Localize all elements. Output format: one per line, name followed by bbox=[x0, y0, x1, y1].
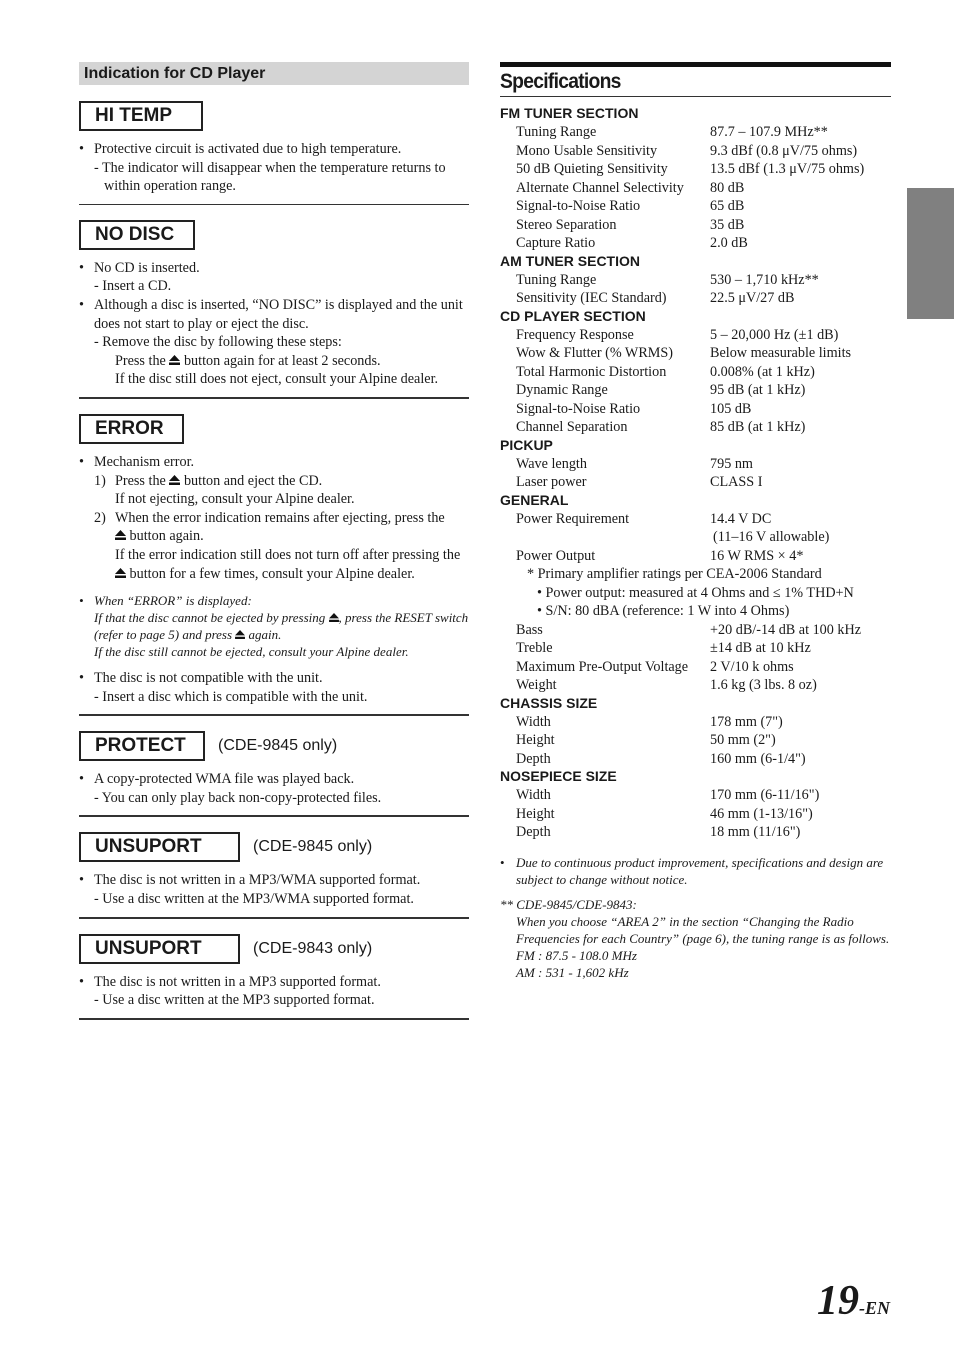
spec-value: 16 W RMS × 4* bbox=[710, 547, 804, 564]
spec-row bbox=[500, 676, 891, 695]
error-note-heading: When “ERROR” is displayed: bbox=[94, 593, 252, 609]
fm-tuner-section bbox=[500, 105, 891, 253]
specifications-title: Specifications bbox=[500, 67, 860, 97]
unsuport-remedy: Use a disc written at the MP3 supported format. bbox=[102, 992, 375, 1009]
spec-value: 160 mm (6-1/4") bbox=[710, 750, 806, 767]
nodisc-label: NO DISC bbox=[79, 220, 195, 250]
spec-row bbox=[500, 750, 891, 769]
area-note-body bbox=[500, 913, 891, 981]
spec-value: 530 – 1,710 kHz** bbox=[710, 271, 819, 288]
spec-row bbox=[500, 271, 891, 290]
spec-row bbox=[500, 400, 891, 419]
area-am-range: AM : 531 - 1,602 kHz bbox=[516, 964, 629, 980]
area-note-heading: ** CDE-9845/CDE-9843: bbox=[500, 896, 637, 912]
spec-row bbox=[500, 805, 891, 824]
spec-notes: • Due to continuous product improvement, specifications and design are subject to change without notice. ** CDE-9845/CDE-9843: When you choose “AREA 2” in the section “Changing the Radio Frequencies for each Country” (page 6), the tuning range is as follows. FM : 87.5 - 108.0 MHz AM : 531 - 1,602 kHz bbox=[500, 854, 890, 980]
spec-row bbox=[500, 528, 891, 547]
indications-column bbox=[79, 62, 469, 1035]
general-section bbox=[500, 492, 891, 695]
spec-value: 18 mm (11/16") bbox=[710, 824, 801, 840]
step-number: 2) bbox=[94, 509, 106, 526]
spec-value: 2.0 dB bbox=[710, 235, 748, 251]
nodisc-cause-2: Although a disc is inserted, “NO DISC” is displayed and the unit does not start to play or eject the disc. bbox=[94, 296, 463, 332]
spec-label: Tuning Range bbox=[516, 124, 597, 140]
spec-value: Below measurable limits bbox=[710, 345, 852, 361]
spec-label: Capture Ratio bbox=[516, 235, 596, 251]
spec-value: ±14 dB at 10 kHz bbox=[710, 640, 811, 656]
section-title: GENERAL bbox=[500, 491, 569, 508]
spec-label: Wave length bbox=[516, 455, 587, 472]
page-number-value: 19 bbox=[817, 1278, 859, 1324]
language-tab bbox=[907, 188, 954, 319]
spec-row bbox=[500, 510, 891, 529]
error-cause-2: The disc is not compatible with the unit. bbox=[94, 670, 323, 687]
spec-label: Bass bbox=[516, 621, 543, 638]
am-tuner-section bbox=[500, 253, 891, 308]
spec-label: Tuning Range bbox=[516, 271, 597, 288]
nodisc-cause-1: No CD is inserted. bbox=[94, 259, 200, 276]
error-label: ERROR bbox=[79, 414, 184, 444]
nodisc-section: NO DISC • No CD is inserted. - Insert a CD. • Although a disc is inserted, “NO DISC” is displayed and the unit does not start to play or eject the disc. - Remove the disc by following these steps: Press the button again for at least 2 seconds. If the disc still does not eject, consult your Alpine dealer. bbox=[79, 220, 469, 399]
spec-label: Width bbox=[516, 787, 551, 803]
spec-label: Stereo Separation bbox=[516, 216, 617, 233]
footnote: * Primary amplifier ratings per CEA-2006 Standard bbox=[527, 566, 822, 582]
step-text: If not ejecting, consult your Alpine dealer. bbox=[115, 491, 355, 508]
unsuport-cause: The disc is not written in a MP3 supported format. bbox=[94, 973, 381, 990]
step-text: button again for at least 2 seconds. bbox=[183, 352, 381, 369]
nodisc-remedy-1: Insert a CD. bbox=[102, 278, 172, 295]
spec-row bbox=[500, 473, 891, 492]
spec-value: 80 dB bbox=[710, 179, 745, 196]
spec-label: Treble bbox=[516, 640, 553, 656]
spec-row bbox=[500, 381, 891, 400]
spec-row bbox=[500, 142, 891, 161]
protect-label: PROTECT bbox=[79, 731, 205, 761]
spec-value: CLASS I bbox=[710, 474, 763, 490]
spec-row bbox=[500, 234, 891, 253]
nosepiece-size-section bbox=[500, 768, 891, 842]
spec-label: Depth bbox=[516, 824, 551, 840]
spec-label: Height bbox=[516, 805, 555, 822]
spec-value: 1.6 kg (3 lbs. 8 oz) bbox=[710, 677, 817, 693]
improvement-note: Due to continuous product improvement, specifications and design are subject to change without notice. bbox=[516, 854, 884, 887]
spec-label: 50 dB Quieting Sensitivity bbox=[516, 161, 668, 177]
spec-row bbox=[500, 160, 891, 179]
cd-player-section bbox=[500, 308, 891, 437]
error-cause: Mechanism error. bbox=[94, 453, 195, 470]
spec-row bbox=[500, 731, 891, 750]
spec-label: Power Output bbox=[516, 547, 596, 564]
unsuport-label: UNSUPORT bbox=[79, 832, 240, 862]
spec-value: 178 mm (7") bbox=[710, 713, 783, 730]
section-title: PICKUP bbox=[500, 436, 553, 453]
protect-section: PROTECT (CDE-9845 only) • A copy-protected WMA file was played back. - You can only play back non-copy-protected files. bbox=[79, 731, 469, 817]
spec-value: 87.7 – 107.9 MHz** bbox=[710, 124, 828, 140]
spec-value: 0.008% (at 1 kHz) bbox=[710, 363, 815, 380]
note-text: If that the disc cannot be ejected by pressing bbox=[94, 610, 326, 626]
section-title: NOSEPIECE SIZE bbox=[500, 768, 617, 784]
spec-value: 5 – 20,000 Hz (±1 dB) bbox=[710, 326, 839, 343]
spec-value: (11–16 V allowable) bbox=[713, 529, 830, 545]
hitemp-cause: Protective circuit is activated due to high temperature. bbox=[94, 141, 402, 157]
spec-label: Alternate Channel Selectivity bbox=[516, 179, 684, 196]
spec-label: Depth bbox=[516, 750, 551, 767]
spec-row bbox=[500, 786, 891, 805]
spec-value: 14.4 V DC bbox=[710, 510, 772, 527]
spec-label: Mono Usable Sensitivity bbox=[516, 142, 658, 159]
eject-icon bbox=[169, 355, 180, 365]
spec-label: Signal-to-Noise Ratio bbox=[516, 400, 641, 417]
step-text: If the error indication still does not turn off after pressing the bbox=[115, 546, 461, 563]
eject-icon bbox=[115, 568, 126, 578]
specifications-column bbox=[500, 62, 891, 981]
hitemp-remedy: The indicator will disappear when the temperature returns to within operation range. bbox=[102, 159, 446, 195]
spec-row bbox=[500, 455, 891, 474]
spec-row bbox=[500, 216, 891, 235]
spec-row bbox=[500, 621, 891, 640]
spec-row bbox=[500, 363, 891, 382]
spec-value: 9.3 dBf (0.8 μV/75 ohms) bbox=[710, 142, 858, 159]
spec-label: Wow & Flutter (% WRMS) bbox=[516, 345, 674, 361]
spec-value: 2 V/10 k ohms bbox=[710, 658, 794, 675]
spec-value: 795 nm bbox=[710, 455, 753, 472]
step-text: button for a few times, consult your Alpine dealer. bbox=[129, 565, 415, 582]
note-text: again. bbox=[248, 627, 282, 643]
step-text: If the disc still does not eject, consult your Alpine dealer. bbox=[115, 371, 439, 388]
footnote: • Power output: measured at 4 Ohms and ≤ 1% THD+N bbox=[537, 584, 854, 601]
unsuport-cause: The disc is not written in a MP3/WMA supported format. bbox=[94, 872, 421, 889]
spec-value: 22.5 μV/27 dB bbox=[710, 290, 795, 306]
spec-value: +20 dB/-14 dB at 100 kHz bbox=[710, 621, 862, 638]
spec-row bbox=[500, 658, 891, 677]
footnote: • S/N: 80 dBA (reference: 1 W into 4 Ohms) bbox=[537, 603, 790, 619]
spec-value: 170 mm (6-11/16") bbox=[710, 787, 820, 803]
spec-value: 85 dB (at 1 kHz) bbox=[710, 419, 806, 435]
eject-icon bbox=[235, 630, 245, 639]
note-text: , press the RESET switch (refer to page 5) and press bbox=[94, 610, 469, 643]
page-language-suffix: -EN bbox=[859, 1298, 890, 1318]
spec-row bbox=[500, 418, 891, 437]
spec-label: Frequency Response bbox=[516, 326, 634, 343]
pickup-section bbox=[500, 437, 891, 492]
step-text: Press the bbox=[115, 472, 166, 489]
hitemp-section: HI TEMP • Protective circuit is activated due to high temperature. - The indicator will disappear when the temperature returns to within operation range. bbox=[79, 101, 469, 205]
section-title: CHASSIS SIZE bbox=[500, 694, 598, 711]
spec-label: Channel Separation bbox=[516, 419, 628, 435]
step-text: button again. bbox=[129, 528, 204, 545]
spec-label: Weight bbox=[516, 677, 557, 693]
spec-row bbox=[500, 289, 891, 308]
spec-label: Total Harmonic Distortion bbox=[516, 363, 667, 380]
spec-row bbox=[500, 179, 891, 198]
spec-label: Laser power bbox=[516, 474, 587, 490]
spec-row bbox=[500, 713, 891, 732]
spec-value: 105 dB bbox=[710, 400, 752, 417]
error-remedy-2: Insert a disc which is compatible with the unit. bbox=[102, 688, 368, 705]
section-title: CD PLAYER SECTION bbox=[500, 307, 646, 324]
area-note-text: When you choose “AREA 2” in the section “Changing the Radio Frequencies for each Country” (page 6), the tuning range is as follows. bbox=[516, 913, 890, 946]
spec-row bbox=[500, 823, 891, 842]
unsuport-label: UNSUPORT bbox=[79, 934, 240, 964]
protect-model-note: (CDE-9845 only) bbox=[218, 737, 338, 755]
section-heading: Indication for CD Player bbox=[79, 62, 469, 85]
eject-icon bbox=[169, 475, 180, 485]
unsuport-model-note: (CDE-9843 only) bbox=[253, 939, 373, 957]
nodisc-remedy-2: Remove the disc by following these steps: bbox=[102, 334, 342, 351]
spec-value: 65 dB bbox=[710, 198, 745, 214]
spec-row bbox=[500, 123, 891, 142]
spec-label: Maximum Pre-Output Voltage bbox=[516, 658, 689, 675]
eject-icon bbox=[329, 613, 339, 622]
spec-row bbox=[500, 639, 891, 658]
spec-row bbox=[500, 344, 891, 363]
spec-row bbox=[500, 547, 891, 566]
spec-label: Signal-to-Noise Ratio bbox=[516, 198, 641, 214]
spec-value: 13.5 dBf (1.3 μV/75 ohms) bbox=[710, 161, 865, 177]
eject-icon bbox=[115, 530, 126, 540]
spec-label: Power Requirement bbox=[516, 510, 630, 527]
spec-value: 95 dB (at 1 kHz) bbox=[710, 382, 806, 398]
error-section: ERROR • Mechanism error. 1) Press the button and eject the CD. If not ejecting, consult your Alpine dealer. 2) When the error indication remains after ejecting, press the button again. If the error indication still does not turn off after pressing the button for a few times, consult your Alpine dealer. • When “ERROR” is displayed: If that the disc cannot be ejected by pressing , press the RESET switch (refer to page 5) and press again. If the disc still cannot be ejected, consult your Alpine dealer. • The disc is not compatible with the unit. - Insert a disc which is compatible with the unit. bbox=[79, 414, 469, 716]
note-text: If the disc still cannot be ejected, consult your Alpine dealer. bbox=[94, 644, 409, 660]
spec-value: 35 dB bbox=[710, 216, 745, 233]
spec-label: Height bbox=[516, 732, 555, 748]
section-title: FM TUNER SECTION bbox=[500, 105, 639, 121]
spec-label: Sensitivity (IEC Standard) bbox=[516, 290, 667, 306]
section-title: AM TUNER SECTION bbox=[500, 252, 640, 269]
protect-cause: A copy-protected WMA file was played back. bbox=[94, 771, 355, 788]
unsuport-model-note: (CDE-9845 only) bbox=[253, 838, 373, 856]
spec-value: 50 mm (2") bbox=[710, 732, 776, 748]
spec-value: 46 mm (1-13/16") bbox=[710, 805, 813, 822]
step-text: When the error indication remains after ejecting, press the bbox=[115, 509, 445, 526]
protect-remedy: - You can only play back non-copy-protected files. bbox=[94, 789, 382, 806]
unsuport-9843-section: UNSUPORT (CDE-9843 only) • The disc is not written in a MP3 supported format. - Use a disc written at the MP3 supported format. bbox=[79, 934, 469, 1020]
hitemp-label: HI TEMP bbox=[79, 101, 203, 131]
step-text: Press the bbox=[115, 352, 166, 369]
step-text: button and eject the CD. bbox=[183, 472, 323, 489]
page-number bbox=[817, 1276, 890, 1333]
area-fm-range: FM : 87.5 - 108.0 MHz bbox=[516, 947, 637, 963]
spec-label: Width bbox=[516, 713, 551, 730]
spec-row bbox=[500, 326, 891, 345]
chassis-size-section bbox=[500, 695, 891, 769]
spec-row bbox=[500, 197, 891, 216]
unsuport-remedy: - Use a disc written at the MP3/WMA supported format. bbox=[94, 891, 414, 908]
unsuport-9845-section: UNSUPORT (CDE-9845 only) • The disc is not written in a MP3/WMA supported format. - Use a disc written at the MP3/WMA supported format. bbox=[79, 832, 469, 918]
spec-label: Dynamic Range bbox=[516, 382, 608, 398]
step-number: 1) bbox=[94, 472, 106, 489]
